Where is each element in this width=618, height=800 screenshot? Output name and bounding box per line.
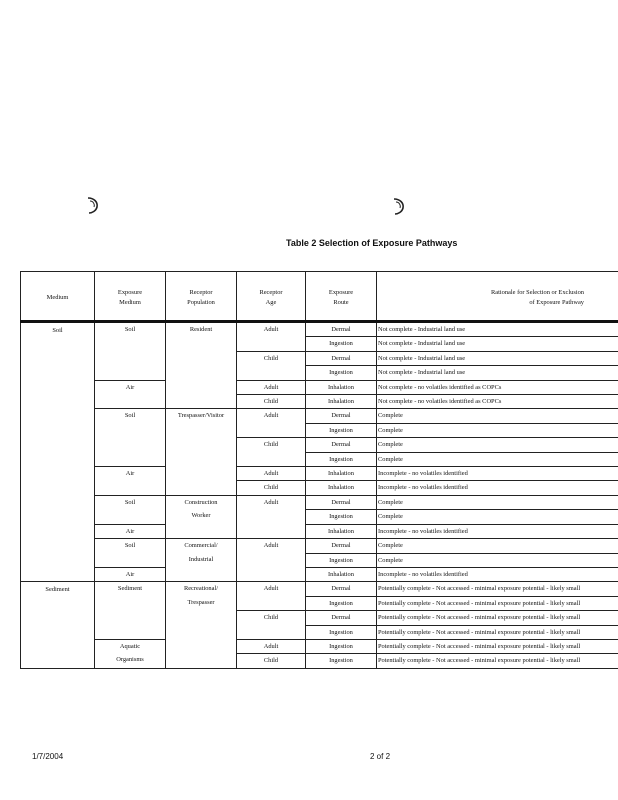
exposure-medium-cell: Sediment [95,582,166,640]
table-row [21,639,618,653]
rationale-cell: Complete [377,423,618,437]
rationale-cell: Complete [377,553,618,567]
receptor-age-cell: Adult [237,409,306,438]
exposure-route-cell: Inhalation [306,481,377,495]
exposure-route-cell: Ingestion [306,625,377,639]
receptor-population-cell: Recreational/ Trespasser [166,582,237,668]
table-row [21,409,618,423]
exposure-route-cell: Ingestion [306,366,377,380]
receptor-age-cell: Child [237,351,306,380]
rationale-cell: Potentially complete - Not accessed - minimal exposure potential - likely small [377,625,618,639]
exposure-route-cell: Ingestion [306,337,377,351]
exposure-medium-cell: Air [95,380,166,409]
rationale-cell: Complete [377,409,618,423]
exposure-route-cell: Ingestion [306,639,377,653]
footer-date: 1/7/2004 [32,752,64,761]
rationale-cell: Potentially complete - Not accessed - minimal exposure potential - likely small [377,654,618,668]
scan-mark-icon [392,196,406,216]
receptor-age-cell: Child [237,654,306,668]
rationale-cell: Complete [377,539,618,553]
header-exposure-medium: Exposure Medium [95,272,166,322]
header-receptor-age: Receptor Age [237,272,306,322]
table-row [21,380,618,394]
receptor-population-cell: Construction Worker [166,495,237,538]
rationale-cell: Complete [377,495,618,509]
medium-cell: Sediment [21,582,95,668]
exposure-medium-cell: Aquatic Organisms [95,639,166,668]
rationale-cell: Potentially complete - Not accessed - minimal exposure potential - likely small [377,596,618,610]
receptor-age-cell: Adult [237,467,306,481]
table-row [21,582,618,596]
exposure-medium-cell: Soil [95,322,166,381]
rationale-cell: Potentially complete - Not accessed - minimal exposure potential - likely small [377,611,618,625]
header-rationale: Rationale for Selection or Exclusion of Exposure Pathway [377,272,618,322]
exposure-route-cell: Dermal [306,322,377,337]
exposure-route-cell: Dermal [306,611,377,625]
header-exposure-route: Exposure Route [306,272,377,322]
rationale-cell: Not complete - Industrial land use [377,322,618,337]
rationale-cell: Incomplete - no volatiles identified [377,481,618,495]
rationale-cell: Potentially complete - Not accessed - minimal exposure potential - likely small [377,639,618,653]
exposure-route-cell: Inhalation [306,567,377,581]
scan-mark-icon [86,195,100,215]
exposure-medium-cell: Air [95,467,166,496]
receptor-age-cell: Child [237,438,306,467]
rationale-cell: Complete [377,510,618,524]
exposure-route-cell: Dermal [306,351,377,365]
exposure-route-cell: Dermal [306,495,377,509]
header-row [21,272,618,322]
table-row [21,567,618,581]
header-medium: Medium [21,272,95,322]
exposure-route-cell: Inhalation [306,467,377,481]
exposure-route-cell: Dermal [306,539,377,553]
receptor-age-cell: Child [237,481,306,495]
receptor-age-cell: Adult [237,539,306,582]
rationale-cell: Not complete - no volatiles identified as COPCs [377,395,618,409]
rationale-cell: Potentially complete - Not accessed - minimal exposure potential - likely small [377,582,618,596]
rationale-cell: Complete [377,452,618,466]
exposure-route-cell: Inhalation [306,380,377,394]
rationale-cell: Incomplete - no volatiles identified [377,467,618,481]
exposure-medium-cell: Soil [95,495,166,524]
table-row [21,322,618,337]
rationale-cell: Not complete - Industrial land use [377,366,618,380]
receptor-age-cell: Adult [237,322,306,352]
exposure-route-cell: Dermal [306,438,377,452]
receptor-age-cell: Adult [237,639,306,653]
exposure-medium-cell: Air [95,524,166,538]
receptor-age-cell: Child [237,611,306,640]
rationale-cell: Incomplete - no volatiles identified [377,524,618,538]
exposure-pathways-table [20,271,618,669]
table-title: Table 2 Selection of Exposure Pathways [286,238,458,248]
receptor-age-cell: Child [237,395,306,409]
receptor-age-cell: Adult [237,380,306,394]
table-row [21,495,618,509]
table-row [21,467,618,481]
rationale-cell: Not complete - Industrial land use [377,351,618,365]
table-row [21,524,618,538]
rationale-cell: Not complete - no volatiles identified as COPCs [377,380,618,394]
receptor-population-cell: Trespasser/Visitor [166,409,237,495]
rationale-cell: Complete [377,438,618,452]
exposure-route-cell: Ingestion [306,452,377,466]
receptor-population-cell: Commercial/ Industrial [166,539,237,582]
medium-cell: Soil [21,322,95,582]
exposure-route-cell: Dermal [306,582,377,596]
exposure-route-cell: Ingestion [306,654,377,668]
rationale-cell: Not complete - Industrial land use [377,337,618,351]
exposure-route-cell: Inhalation [306,524,377,538]
receptor-age-cell: Adult [237,582,306,611]
receptor-age-cell: Adult [237,495,306,538]
page-number: 2 of 2 [370,752,391,761]
exposure-route-cell: Ingestion [306,510,377,524]
exposure-route-cell: Inhalation [306,395,377,409]
exposure-medium-cell: Soil [95,539,166,568]
exposure-medium-cell: Soil [95,409,166,467]
exposure-route-cell: Ingestion [306,596,377,610]
receptor-population-cell: Resident [166,322,237,409]
exposure-route-cell: Ingestion [306,553,377,567]
header-receptor-population: Receptor Population [166,272,237,322]
exposure-route-cell: Dermal [306,409,377,423]
table-row [21,539,618,553]
exposure-medium-cell: Air [95,567,166,581]
exposure-route-cell: Ingestion [306,423,377,437]
rationale-cell: Incomplete - no volatiles identified [377,567,618,581]
